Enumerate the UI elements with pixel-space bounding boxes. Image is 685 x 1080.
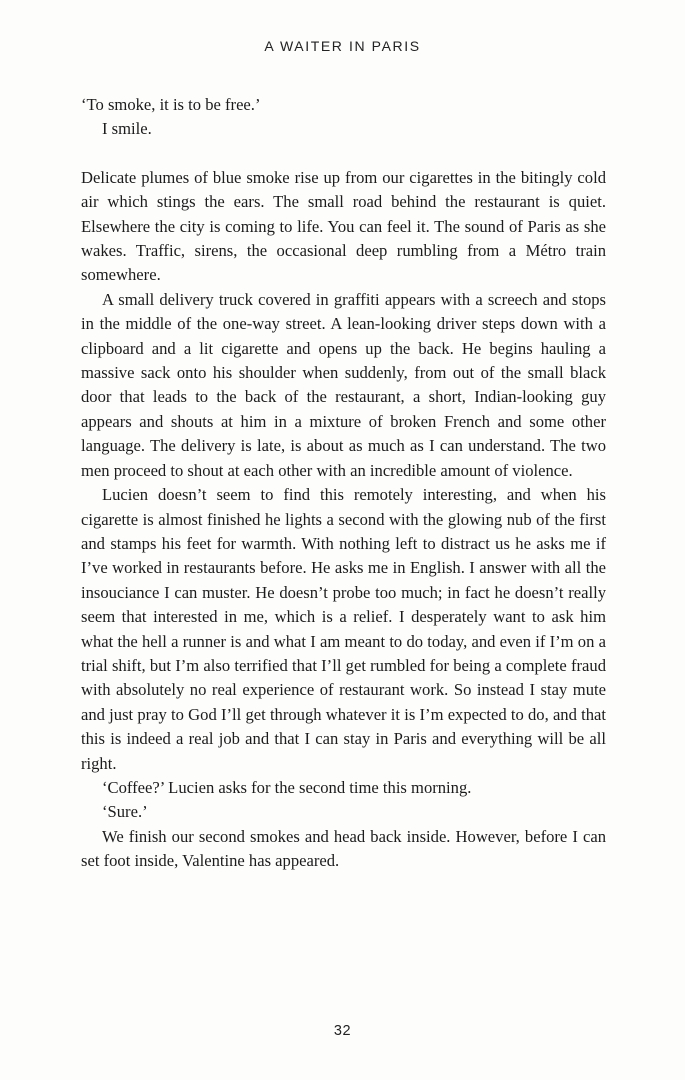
running-head: A WAITER IN PARIS [264,38,421,54]
paragraph: Lucien doesn’t seem to find this remotely interesting, and when his cigarette is almost finished he lights a second with the glowing nub of the first and stamps his feet for warmth. With nothing left to distract us he asks me if I’ve worked in restaurants before. He asks me in English. I answer with all the insouciance I can muster. He doesn’t probe too much; in fact he doesn’t really seem that interested in me, which is a relief. I desperately want to ask him what the hell a runner is and what I am meant to do today, and even if I’m on a trial shift, but I’m also terrified that I’ll get rumbled for being a complete fraud with absolutely no real experience of restaurant work. So instead I stay mute and just pray to God I’ll get through whatever it is I’m expected to do, and that this is indeed a real job and that I can stay in Paris and everything will be all right. [81,485,606,773]
paragraph: ‘Sure.’ [102,802,148,822]
paragraph: ‘To smoke, it is to be free.’ [81,95,261,114]
paragraph: A small delivery truck covered in graffiti appears with a screech and stops in the middle of the one-way street. A lean-looking driver steps down with a clipboard and a lit cigarette and opens up the back. He begins hauling a massive sack onto his shoulder when suddenly, from out of the small black door that leads to the back of the restaurant, a short, Indian-looking guy appears and shouts at him in a mixture of broken French and some other language. The delivery is late, is about as much as I can understand. The two men proceed to shout at each other with an incredible amount of violence. [81,289,606,480]
body-text [81,93,606,874]
paragraph: We finish our second smokes and head back inside. However, before I can set foot inside, Valentine has appeared. [81,826,606,871]
paragraph: ‘Coffee?’ Lucien asks for the second time this morning. [102,777,472,797]
page-number: 32 [333,1023,352,1039]
paragraph: I smile. [102,119,152,139]
paragraph: Delicate plumes of blue smoke rise up from our cigarettes in the bitingly cold air which stings the ears. The small road behind the restaurant is quiet. Elsewhere the city is coming to life. You can feel it. The sound of Paris as she wakes. Traffic, sirens, the occasional deep rumbling from a Métro train somewhere. [81,167,606,285]
